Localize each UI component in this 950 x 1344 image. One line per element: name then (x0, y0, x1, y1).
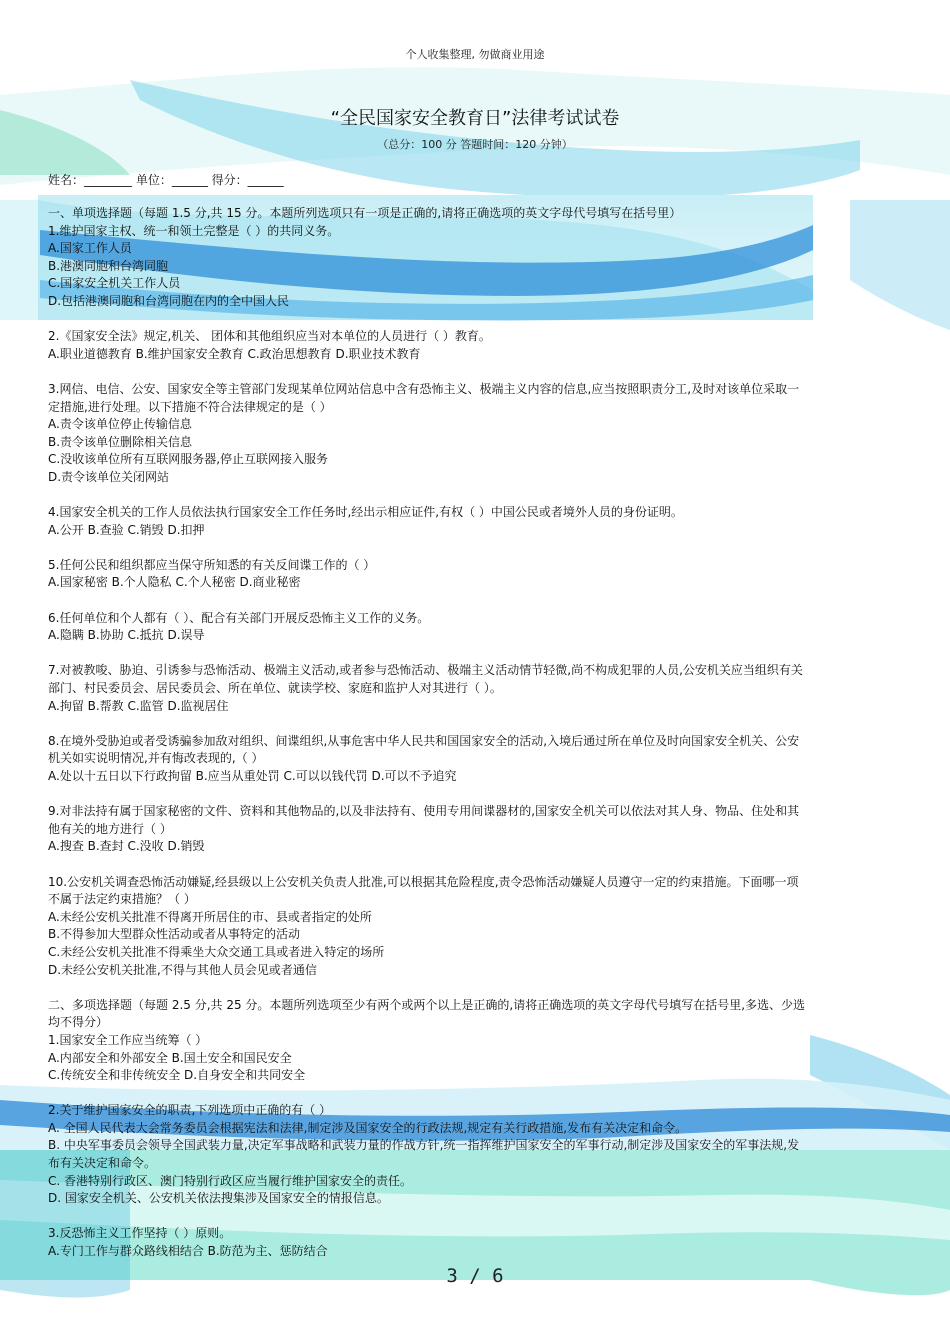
text-line: 1.国家安全工作应当统筹（ ） (48, 1032, 208, 1047)
text-line: D.责令该单位关闭网站 (48, 469, 170, 484)
text-line: C.传统安全和非传统安全 D.自身安全和共同安全 (48, 1068, 306, 1083)
text-line: 8.在境外受胁迫或者受诱骗参加敌对组织、间谍组织,从事危害中华人民共和国国家安全的活动,入境后通过所在单位及时向国家安全机关、公安 (48, 733, 800, 748)
spacer (48, 645, 906, 663)
text-line: 5.任何公民和组织都应当保守所知悉的有关反间谍工作的（ ） (48, 557, 376, 572)
text-line: C.没收该单位所有互联网服务器,停止互联网接入服务 (48, 452, 329, 467)
spacer (48, 487, 906, 505)
text-line: D.未经公安机关批准,不得与其他人员会见或者通信 (48, 962, 317, 977)
spacer (48, 979, 906, 997)
spacer (48, 539, 906, 557)
text-line: 10.公安机关调查恐怖活动嫌疑,经县级以上公安机关负责人批准,可以根据其危险程度,责令恐怖活动嫌疑人员遵守一定的约束措施。下面哪一项 (48, 874, 799, 889)
text-line: A.专门工作与群众路线相结合 B.防范为主、惩防结合 (48, 1244, 328, 1259)
text-line: 1.维护国家主权、统一和领土完整是（ ）的共同义务。 (48, 223, 340, 238)
text-line: 布有关决定和命令。 (48, 1156, 157, 1171)
text-line: D.包括港澳同胞和台湾同胞在内的全中国人民 (48, 293, 290, 308)
text-line: 7.对被教唆、胁迫、引诱参与恐怖活动、极端主义活动,或者参与恐怖活动、极端主义活动情节轻微,尚不构成犯罪的人员,公安机关应当组织有关 (48, 663, 803, 678)
text-line: A.职业道德教育 B.维护国家安全教育 C.政治思想教育 D.职业技术教育 (48, 346, 421, 361)
header-note: 个人收集整理, 勿做商业用途 (405, 48, 545, 61)
text-line: A. 全国人民代表大会常务委员会根据宪法和法律,制定涉及国家安全的行政法规,规定有关行政措施,发布有关决定和命令。 (48, 1120, 688, 1135)
spacer (48, 592, 906, 610)
text-line: A.公开 B.查验 C.销毁 D.扣押 (48, 522, 205, 537)
text-line: B.不得参加大型群众性活动或者从事特定的活动 (48, 927, 301, 942)
text-line: D. 国家安全机关、公安机关依法搜集涉及国家安全的情报信息。 (48, 1191, 389, 1206)
spacer (48, 1085, 906, 1103)
text-line: C.未经公安机关批准不得乘坐大众交通工具或者进入特定的场所 (48, 944, 385, 959)
text-line: 9.对非法持有属于国家秘密的文件、资料和其他物品的,以及非法持有、使用专用间谍器材的,国家安全机关可以依法对其人身、物品、住处和其 (48, 804, 800, 819)
text-line: 4.国家安全机关的工作人员依法执行国家安全工作任务时,经出示相应证件,有权（ ）中国公民或者境外人员的身份证明。 (48, 505, 683, 520)
text-line: 机关如实说明情况,并有悔改表现的,（ ） (48, 751, 264, 766)
text-line: A.国家秘密 B.个人隐私 C.个人秘密 D.商业秘密 (48, 575, 301, 590)
text-line: 6.任何单位和个人都有（ ）、配合有关部门开展反恐怖主义工作的义务。 (48, 610, 430, 625)
spacer (48, 715, 906, 733)
spacer (48, 363, 906, 381)
spacer (48, 786, 906, 804)
text-line: A.责令该单位停止传输信息 (48, 417, 192, 432)
text-line: 3.网信、电信、公安、国家安全等主管部门发现某单位网站信息中含有恐怖主义、极端主义内容的信息,应当按照职责分工,及时对该单位采取一 (48, 381, 800, 396)
text-line: A.拘留 B.帮教 C.监管 D.监视居住 (48, 698, 229, 713)
text-line: A.国家工作人员 (48, 241, 132, 256)
text-line: 均不得分） (48, 1015, 109, 1030)
text-line: 他有关的地方进行（ ） (48, 821, 172, 836)
spacer (48, 311, 906, 329)
text-line: C. 香港特别行政区、澳门特别行政区应当履行维护国家安全的责任。 (48, 1173, 413, 1188)
spacer (48, 856, 906, 874)
text-line: B.责令该单位删除相关信息 (48, 434, 193, 449)
text-line: 部门、村民委员会、居民委员会、所在单位、就读学校、家庭和监护人对其进行（ ）。 (48, 681, 502, 696)
text-line: A.内部安全和外部安全 B.国土安全和国民安全 (48, 1050, 292, 1065)
text-line: B. 中央军事委员会领导全国武装力量,决定军事战略和武装力量的作战方针,统一指挥维护国家安全的军事行动,制定涉及国家安全的军事法规,发 (48, 1138, 800, 1153)
spacer (48, 1208, 906, 1226)
text-line: 3.反恐怖主义工作坚持（ ）原则。 (48, 1226, 232, 1241)
text-line: A.未经公安机关批准不得离开所居住的市、县或者指定的处所 (48, 909, 372, 924)
text-line: 2.《国家安全法》规定,机关、 团体和其他组织应当对本单位的人员进行（ ）教育。 (48, 329, 491, 344)
text-line: 2.关于维护国家安全的职责,下列选项中正确的有（ ） (48, 1103, 332, 1118)
examinee-info-line: 姓名：________ 单位：______ 得分：______ (48, 173, 284, 187)
document-subtitle: （总分：100 分 答题时间：120 分钟） (377, 138, 573, 151)
text-line: A.处以十五日以下行政拘留 B.应当从重处罚 C.可以以钱代罚 D.可以不予追究 (48, 769, 457, 783)
text-line: B.港澳同胞和台湾同胞 (48, 258, 169, 273)
document-title: “全民国家安全教育日”法律考试试卷 (330, 108, 620, 129)
text-line: 定措施,进行处理。以下措施不符合法律规定的是（ ） (48, 399, 332, 414)
text-line: 二、多项选择题（每题 2.5 分,共 25 分。本题所列选项至少有两个或两个以上是正确的,请将正确选项的英文字母代号填写在括号里,多选、少选 (48, 997, 806, 1012)
text-line: A.隐瞒 B.协助 C.抵抗 D.误导 (48, 628, 205, 643)
text-line: 一、单项选择题（每题 1.5 分,共 15 分。本题所列选项只有一项是正确的,请将正确选项的英文字母代号填写在括号里） (48, 206, 682, 220)
text-line: C.国家安全机关工作人员 (48, 276, 181, 291)
page-number: 3 / 6 (446, 1265, 504, 1287)
exam-questions (48, 205, 906, 1261)
text-line: A.搜查 B.查封 C.没收 D.销毁 (48, 839, 205, 854)
text-line: 不属于法定约束措施？（ ） (48, 892, 196, 907)
